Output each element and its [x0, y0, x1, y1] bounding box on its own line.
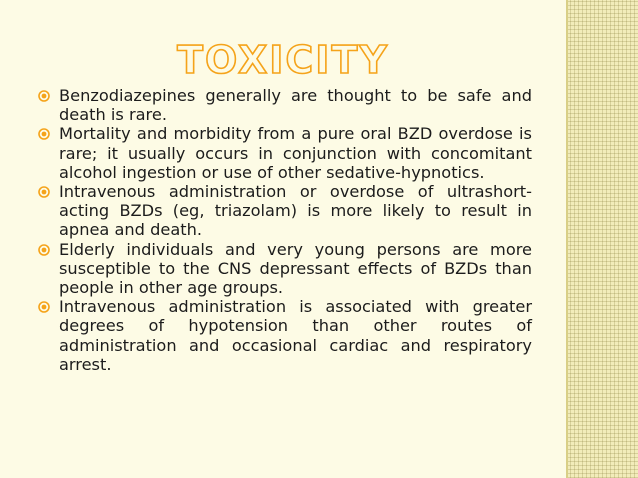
- decorative-side-band: [566, 0, 638, 478]
- circled-dot-icon: [38, 244, 50, 256]
- bullet-item: [38, 124, 532, 182]
- bullet-item: [38, 182, 532, 240]
- circled-dot-icon: [38, 128, 50, 140]
- bullet-text: Intravenous administration or overdose of ultrashort-acting BZDs (eg, triazolam) is more likely to result in apnea and death.: [59, 182, 532, 240]
- bullet-text: Benzodiazepines generally are thought to be safe and death is rare.: [59, 86, 532, 125]
- bullet-list: [38, 86, 532, 374]
- bullet-text: Intravenous administration is associated with greater degrees of hypotension than other routes of administration and occasional cardiac and respiratory arrest.: [59, 297, 532, 374]
- circled-dot-icon: [38, 301, 50, 313]
- side-band-edge: [566, 0, 568, 478]
- circled-dot-icon: [38, 186, 50, 198]
- bullet-item: [38, 240, 532, 298]
- bullet-item: [38, 297, 532, 374]
- circled-dot-icon: [38, 90, 50, 102]
- bullet-item: [38, 86, 532, 124]
- bullet-text: Elderly individuals and very young persons are more susceptible to the CNS depressant effects of BZDs than people in other age groups.: [59, 239, 532, 298]
- slide-title: TOXICITY: [177, 38, 389, 82]
- bullet-text: Mortality and morbidity from a pure oral BZD overdose is rare; it usually occurs in conjunction with concomitant alcohol ingestion or use of other sedative-hypnotics.: [59, 124, 532, 182]
